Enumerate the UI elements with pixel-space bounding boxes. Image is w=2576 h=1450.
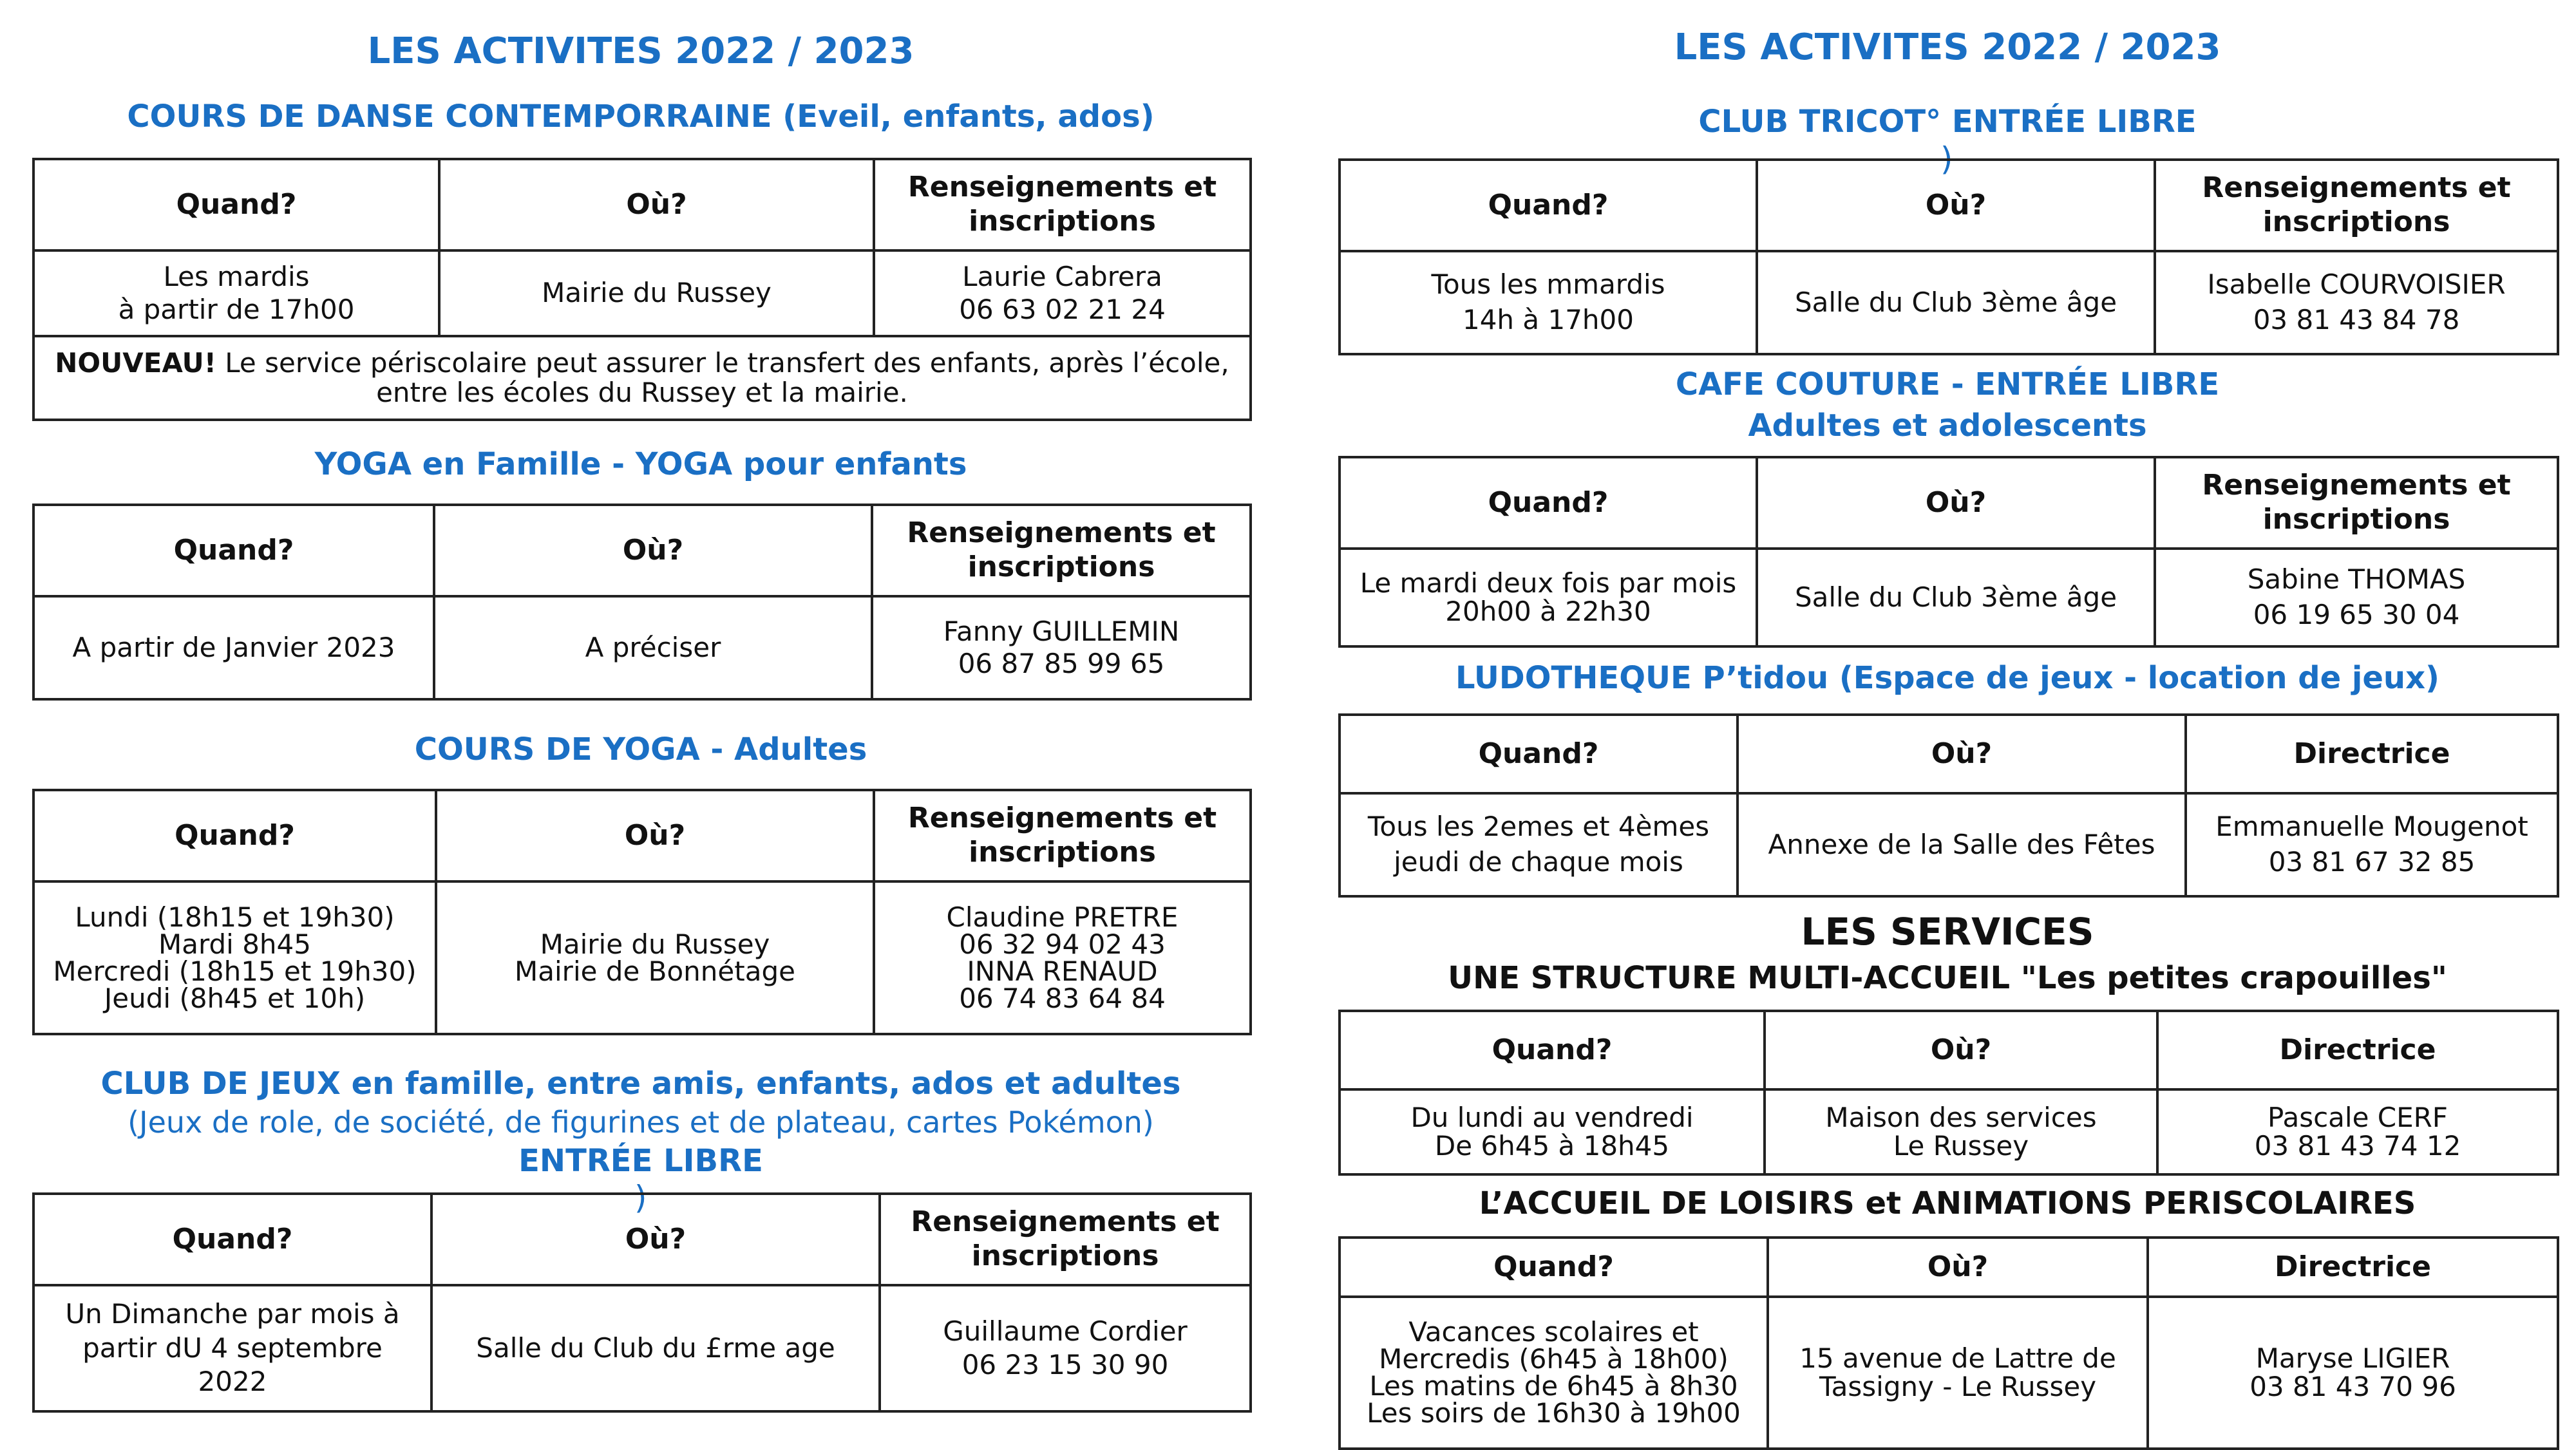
header-where: Où? xyxy=(434,505,872,596)
accueil-contact: Maryse LIGIER 03 81 43 70 96 xyxy=(2148,1297,2558,1449)
couture-when: Le mardi deux fois par mois 20h00 à 22h30 xyxy=(1340,549,1757,646)
header-info: Renseignements et inscriptions xyxy=(874,159,1251,250)
couture-subheading: Adultes et adolescents xyxy=(1748,408,2147,444)
yoga-adultes-contact: Claudine PRETRE 06 32 94 02 43 INNA RENAUD 06 74 83 64 84 xyxy=(874,881,1251,1034)
accueil-when: Vacances scolaires et Mercredis (6h45 à 18h00) Les matins de 6h45 à 8h30 Les soirs de 16h30 à 19h00 xyxy=(1340,1297,1768,1449)
header-where: Où? xyxy=(1757,457,2155,549)
jeux-free-entry: ENTRÉE LIBRE xyxy=(518,1143,763,1179)
pen-mark-icon: ) xyxy=(634,1179,647,1216)
header-info: Renseignements et inscriptions xyxy=(872,505,1251,596)
ludo-contact: Emmanuelle Mougenot 03 81 67 32 85 xyxy=(2186,793,2558,896)
header-when: Quand? xyxy=(1340,160,1757,251)
danse-when: Les mardis à partir de 17h00 xyxy=(33,250,439,336)
header-where: Où? xyxy=(1768,1238,2148,1297)
header-when: Quand? xyxy=(33,505,434,596)
tricot-heading: CLUB TRICOT° ENTRÉE LIBRE xyxy=(1698,104,2197,140)
danse-where: Mairie du Russey xyxy=(439,250,874,336)
yoga-adultes-where: Mairie du Russey Mairie de Bonnétage xyxy=(436,881,874,1034)
header-when: Quand? xyxy=(1340,715,1738,793)
pen-mark-icon: ) xyxy=(1940,140,1953,178)
note-text: Le service périscolaire peut assurer le transfert des enfants, après l’école, entre les écoles du Russey et la mairie. xyxy=(216,346,1229,408)
header-director: Directrice xyxy=(2157,1011,2558,1089)
danse-note xyxy=(33,336,1251,420)
header-director: Directrice xyxy=(2186,715,2558,793)
jeux-heading: CLUB DE JEUX en famille, entre amis, enfants, ados et adultes xyxy=(100,1066,1181,1102)
yoga-famille-when: A partir de Janvier 2023 xyxy=(33,596,434,699)
structure-when: Du lundi au vendredi De 6h45 à 18h45 xyxy=(1340,1089,1765,1174)
yoga-adultes-table xyxy=(32,789,1252,1035)
tricot-when: Tous les mmardis 14h à 17h00 xyxy=(1340,251,1757,354)
structure-where: Maison des services Le Russey xyxy=(1765,1089,2157,1174)
yoga-adultes-when: Lundi (18h15 et 19h30) Mardi 8h45 Mercredi (18h15 et 19h30) Jeudi (8h45 et 10h) xyxy=(33,881,436,1034)
header-info: Renseignements et inscriptions xyxy=(2155,457,2558,549)
structure-table xyxy=(1338,1010,2559,1176)
ludo-where: Annexe de la Salle des Fêtes xyxy=(1738,793,2186,896)
header-when: Quand? xyxy=(1340,457,1757,549)
tricot-contact: Isabelle COURVOISIER 03 81 43 84 78 xyxy=(2155,251,2558,354)
header-when: Quand? xyxy=(33,790,436,881)
header-director: Directrice xyxy=(2148,1238,2558,1297)
header-where: Où? xyxy=(1757,160,2155,251)
header-info: Renseignements et inscriptions xyxy=(2155,160,2558,251)
accueil-table xyxy=(1338,1236,2559,1450)
jeux-contact: Guillaume Cordier 06 23 15 30 90 xyxy=(880,1285,1251,1411)
yoga-famille-where: A préciser xyxy=(434,596,872,699)
couture-contact: Sabine THOMAS 06 19 65 30 04 xyxy=(2155,549,2558,646)
danse-contact: Laurie Cabrera 06 63 02 21 24 xyxy=(874,250,1251,336)
header-info: Renseignements et inscriptions xyxy=(880,1194,1251,1285)
danse-table xyxy=(32,158,1252,421)
header-info: Renseignements et inscriptions xyxy=(874,790,1251,881)
page-title: LES ACTIVITES 2022 / 2023 xyxy=(367,30,914,72)
header-where: Où? xyxy=(439,159,874,250)
header-when: Quand? xyxy=(33,159,439,250)
couture-where: Salle du Club 3ème âge xyxy=(1757,549,2155,646)
header-where: Où? xyxy=(436,790,874,881)
note-new-label: NOUVEAU! xyxy=(55,346,216,379)
structure-contact: Pascale CERF 03 81 43 74 12 xyxy=(2157,1089,2558,1174)
tricot-where: Salle du Club 3ème âge xyxy=(1757,251,2155,354)
header-where: Où? xyxy=(1738,715,2186,793)
header-when: Quand? xyxy=(1340,1011,1765,1089)
accueil-heading: L’ACCUEIL DE LOISIRS et ANIMATIONS PERISCOLAIRES xyxy=(1479,1185,2416,1221)
header-where: Où? xyxy=(1765,1011,2157,1089)
couture-heading: CAFE COUTURE - ENTRÉE LIBRE xyxy=(1675,366,2220,402)
yoga-famille-table xyxy=(32,504,1252,701)
services-title: LES SERVICES xyxy=(1801,910,2094,954)
header-when: Quand? xyxy=(33,1194,431,1285)
accueil-where: 15 avenue de Lattre de Tassigny - Le Russey xyxy=(1768,1297,2148,1449)
header-when: Quand? xyxy=(1340,1238,1768,1297)
danse-heading: COURS DE DANSE CONTEMPORRAINE (Eveil, enfants, ados) xyxy=(127,99,1155,135)
yoga-famille-heading: YOGA en Famille - YOGA pour enfants xyxy=(314,446,967,482)
structure-heading: UNE STRUCTURE MULTI-ACCUEIL "Les petites crapouilles" xyxy=(1448,960,2447,996)
jeux-where: Salle du Club du £rme age xyxy=(431,1285,880,1411)
page-title: LES ACTIVITES 2022 / 2023 xyxy=(1674,26,2221,68)
jeux-subheading: (Jeux de role, de société, de figurines et de plateau, cartes Pokémon) xyxy=(128,1105,1154,1140)
jeux-table xyxy=(32,1192,1252,1413)
header-where: Où? xyxy=(431,1194,880,1285)
tricot-table xyxy=(1338,158,2559,355)
jeux-when: Un Dimanche par mois à partir dU 4 septembre 2022 xyxy=(33,1285,431,1411)
yoga-famille-contact: Fanny GUILLEMIN 06 87 85 99 65 xyxy=(872,596,1251,699)
ludo-when: Tous les 2emes et 4èmes jeudi de chaque mois xyxy=(1340,793,1738,896)
ludo-heading: LUDOTHEQUE P’tidou (Espace de jeux - location de jeux) xyxy=(1455,660,2439,696)
yoga-adultes-heading: COURS DE YOGA - Adultes xyxy=(414,731,867,767)
couture-table xyxy=(1338,456,2559,648)
ludo-table xyxy=(1338,713,2559,898)
